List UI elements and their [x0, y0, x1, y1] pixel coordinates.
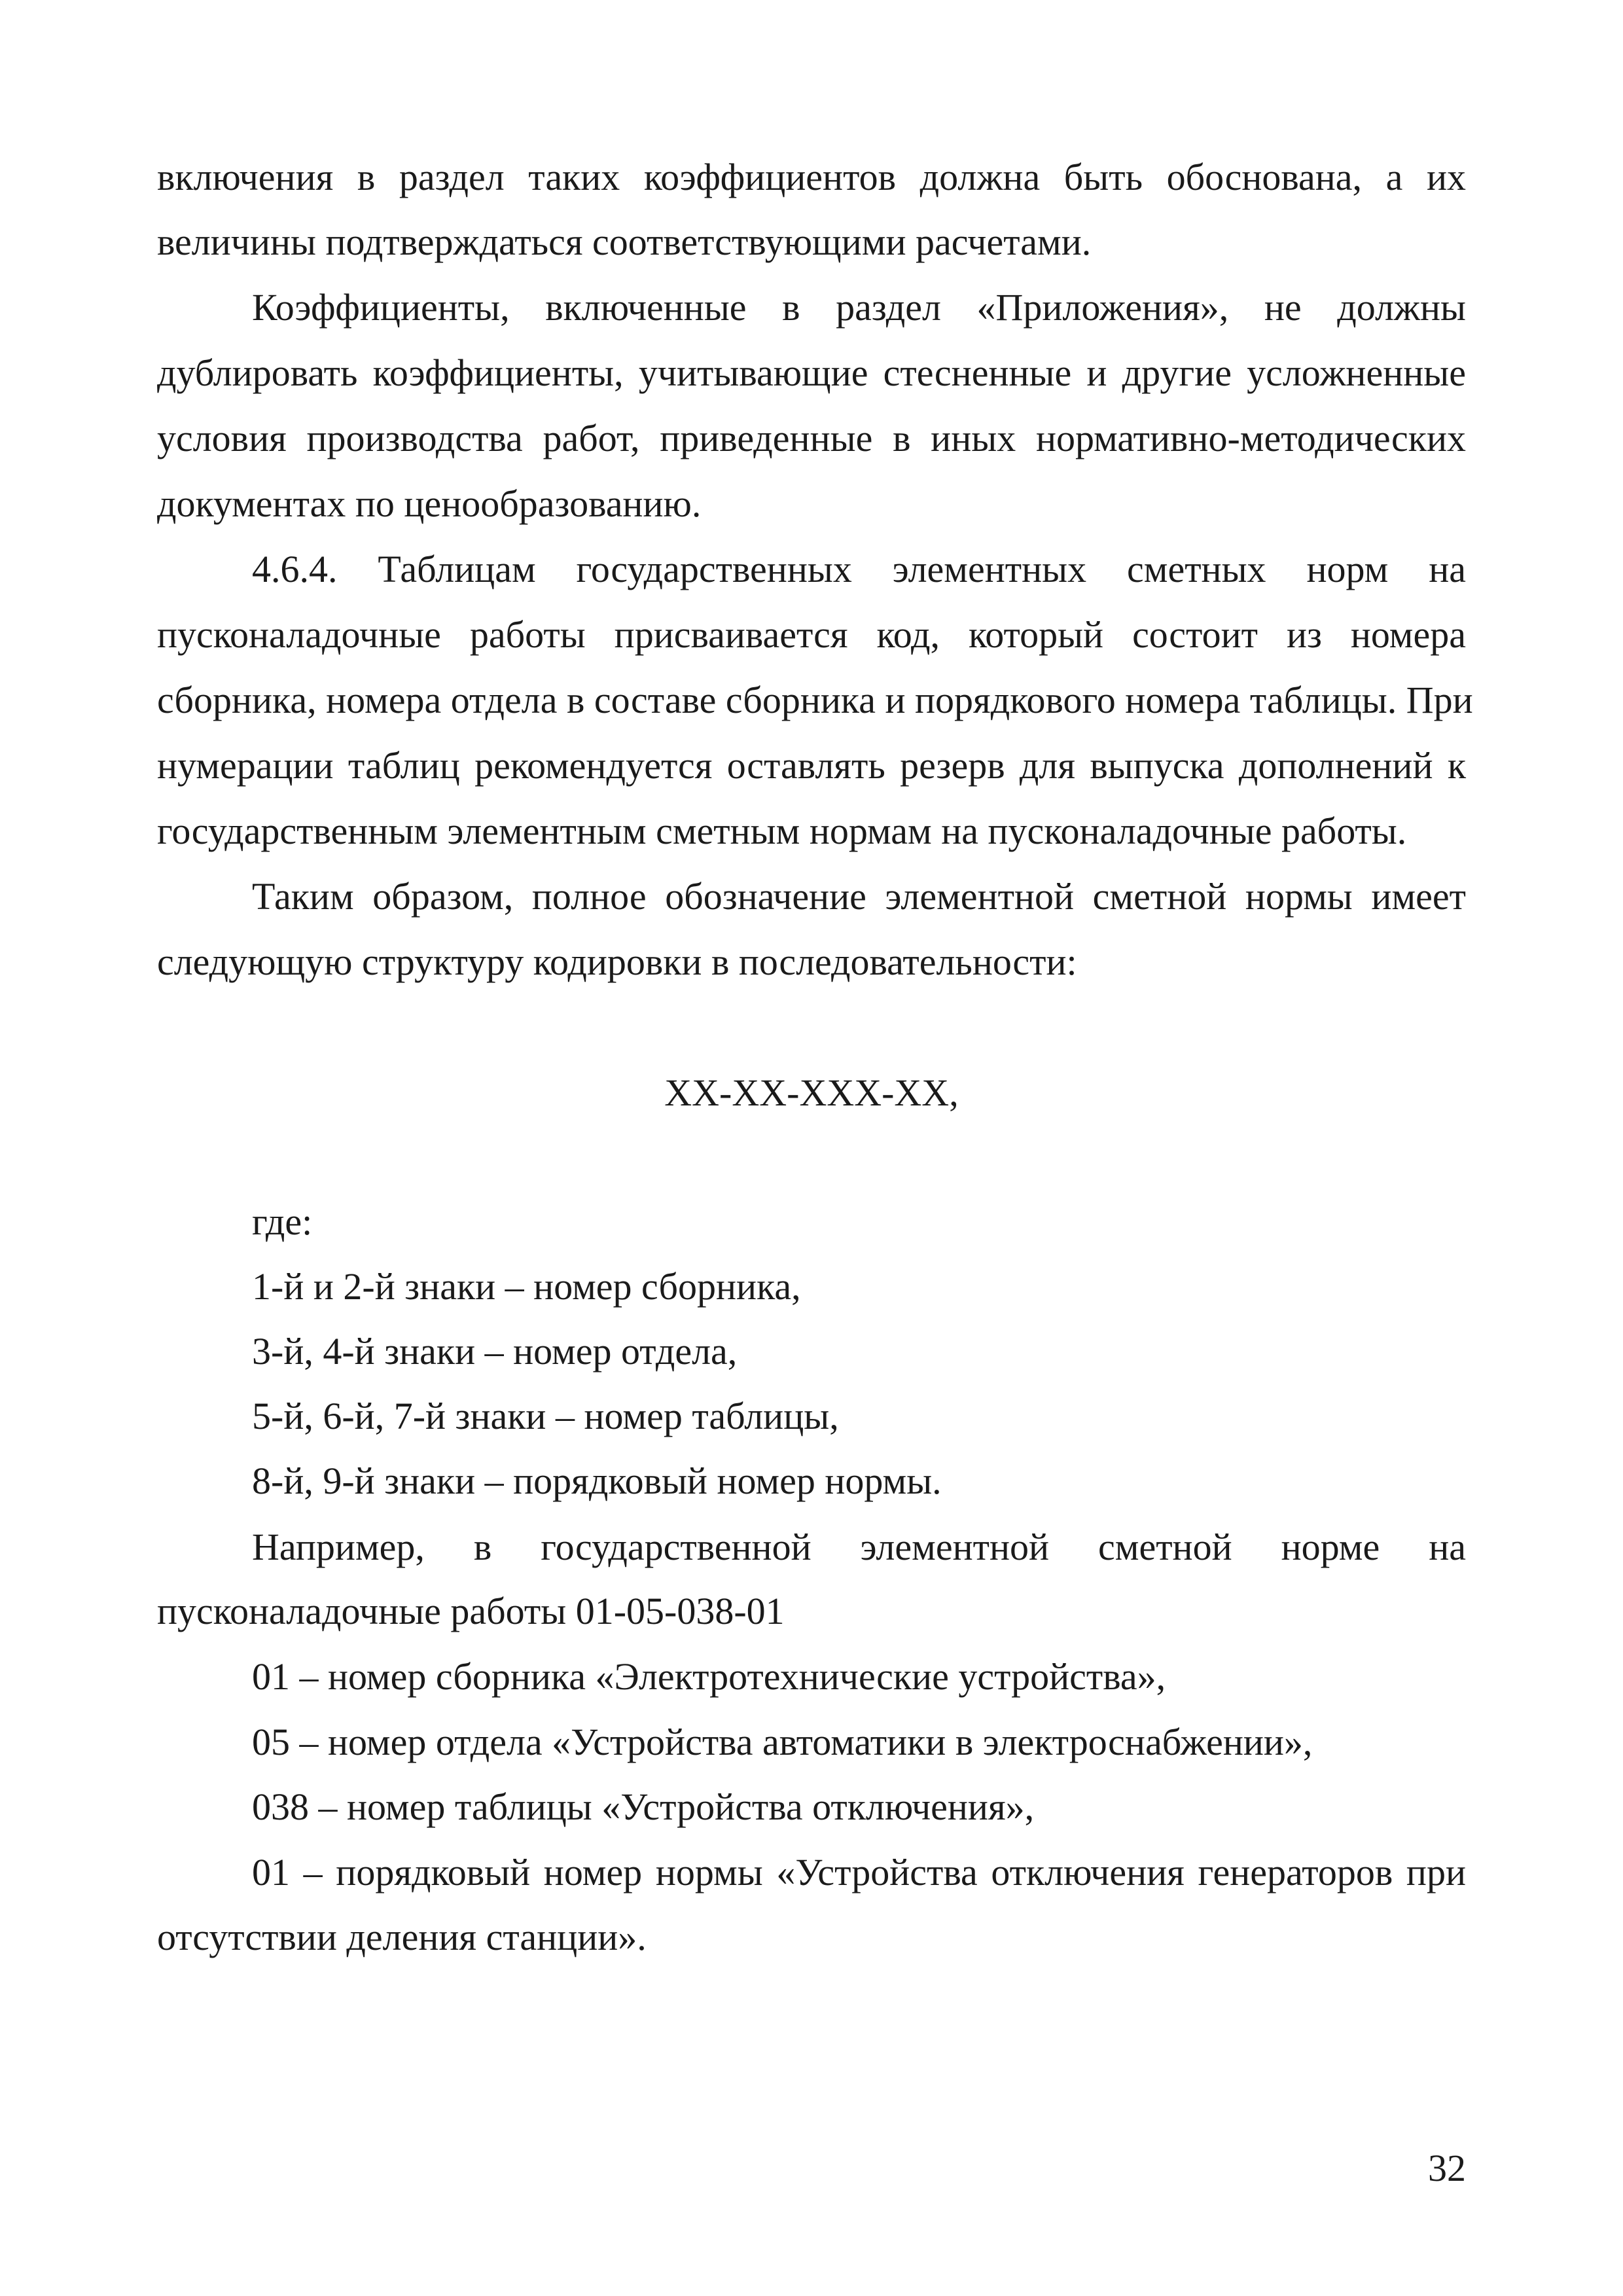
code-structure-formula: XX-XX-XXX-XX,: [664, 1071, 959, 1114]
paragraph-line: дублировать коэффициенты, учитывающие стесненные и другие усложненные: [157, 351, 1466, 394]
page-number: 32: [1428, 2147, 1466, 2189]
example-item: 038 – номер таблицы «Устройства отключения»,: [252, 1785, 1035, 1828]
example-item: 01 – номер сборника «Электротехнические устройства»,: [252, 1655, 1166, 1698]
example-item: 01 – порядковый номер нормы «Устройства отключения генераторов при: [252, 1851, 1466, 1893]
paragraph-line: сборника, номера отдела в составе сборника и порядкового номера таблицы. При: [157, 679, 1473, 721]
paragraph-line: Таким образом, полное обозначение элементной сметной нормы имеет: [252, 875, 1466, 918]
section-4-6-4-line: 4.6.4. Таблицам государственных элементных сметных норм на: [252, 548, 1466, 590]
legend-intro: где:: [252, 1200, 313, 1243]
paragraph-line: Коэффициенты, включенные в раздел «Приложения», не должны: [252, 286, 1466, 329]
paragraph-line: условия производства работ, приведенные в иных нормативно-методических: [157, 417, 1466, 459]
legend-item: 5-й, 6-й, 7-й знаки – номер таблицы,: [252, 1395, 839, 1437]
paragraph-line: государственным элементным сметным нормам на пусконаладочные работы.: [157, 810, 1407, 852]
legend-item: 1-й и 2-й знаки – номер сборника,: [252, 1265, 801, 1308]
example-line: пусконаладочные работы 01-05-038-01: [157, 1590, 785, 1632]
legend-item: 8-й, 9-й знаки – порядковый номер нормы.: [252, 1460, 942, 1502]
paragraph-line: документах по ценообразованию.: [157, 482, 702, 525]
paragraph-line: пусконаладочные работы присваивается код, который состоит из номера: [157, 613, 1466, 656]
paragraph-line: включения в раздел таких коэффициентов должна быть обоснована, а их: [157, 156, 1466, 198]
legend-item: 3-й, 4-й знаки – номер отдела,: [252, 1330, 738, 1372]
example-line: Например, в государственной элементной сметной норме на: [252, 1526, 1466, 1568]
example-item: 05 – номер отдела «Устройства автоматики в электроснабжении»,: [252, 1721, 1313, 1763]
example-item-continuation: отсутствии деления станции».: [157, 1916, 647, 1958]
paragraph-line: следующую структуру кодировки в последовательности:: [157, 941, 1077, 983]
paragraph-line: нумерации таблиц рекомендуется оставлять резерв для выпуска дополнений к: [157, 744, 1466, 787]
paragraph-line: величины подтверждаться соответствующими расчетами.: [157, 221, 1092, 263]
